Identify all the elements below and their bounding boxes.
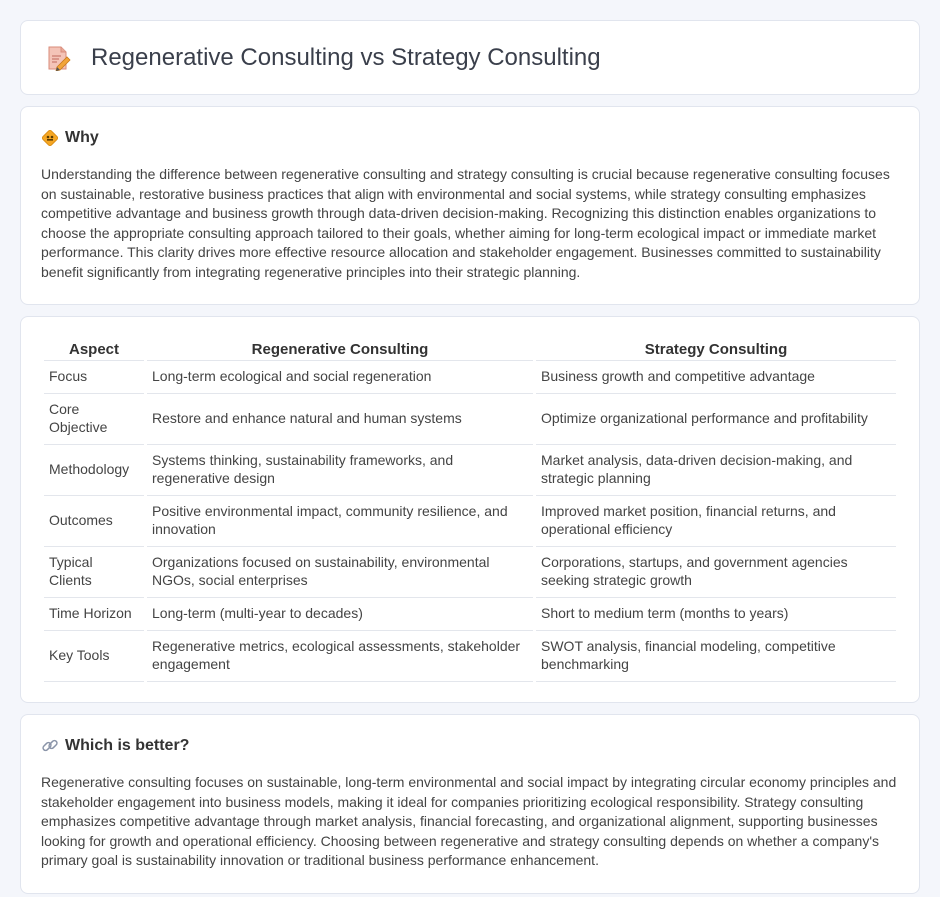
why-heading <box>41 129 899 147</box>
regenerative-cell: Organizations focused on sustainability, environmental NGOs, social enterprises <box>147 547 533 598</box>
comparison-table <box>41 337 899 682</box>
why-body: Understanding the difference between regenerative consulting and strategy consulting is crucial because regenerative consulting focuses on sustainable, restorative business practices that align with environmental and social systems, while strategy consulting emphasizes competitive advantage and business growth through data-driven decision-making. Recognizing this distinction enables organizations to choose the appropriate consulting approach tailored to their goals, whether aiming for long-term ecological impact or immediate market performance. This clarity drives more effective resource allocation and stakeholder engagement. Businesses committed to sustainability benefit significantly from integrating regenerative principles into their strategic planning. <box>41 166 890 280</box>
regenerative-cell: Regenerative metrics, ecological assessments, stakeholder engagement <box>147 631 533 682</box>
table-row <box>44 394 896 445</box>
page-title: Regenerative Consulting vs Strategy Consulting <box>91 43 601 71</box>
aspect-cell: Methodology <box>44 445 144 496</box>
table-row <box>44 361 896 394</box>
aspect-cell: Time Horizon <box>44 598 144 631</box>
aspect-cell: Core Objective <box>44 394 144 445</box>
regenerative-cell: Positive environmental impact, community resilience, and innovation <box>147 496 533 547</box>
table-row <box>44 547 896 598</box>
table-header-row <box>44 337 896 361</box>
which-better-title: Which is better? <box>65 737 190 754</box>
strategy-cell: Corporations, startups, and government agencies seeking strategic growth <box>536 547 896 598</box>
which-better-body: Regenerative consulting focuses on sustainable, long-term environmental and social impact by integrating circular economy principles and stakeholder engagement into business models, making it ideal for companies prioritizing ecological responsibility. Strategy consulting emphasizes competitive advantage through market analysis, financial forecasting, and organizational alignment, supporting businesses looking for growth and operational efficiency. Choosing between regenerative and strategy consulting depends on whether a company's primary goal is sustainability innovation or traditional business performance enhancement. <box>41 774 897 868</box>
table-row <box>44 631 896 682</box>
strategy-cell: Market analysis, data-driven decision-making, and strategic planning <box>536 445 896 496</box>
header-card <box>20 20 920 95</box>
which-better-heading <box>41 737 899 755</box>
aspect-cell: Focus <box>44 361 144 394</box>
column-header: Strategy Consulting <box>536 337 896 361</box>
strategy-cell: Short to medium term (months to years) <box>536 598 896 631</box>
regenerative-cell: Long-term (multi-year to decades) <box>147 598 533 631</box>
regenerative-cell: Long-term ecological and social regeneration <box>147 361 533 394</box>
aspect-cell: Outcomes <box>44 496 144 547</box>
diamond-sign-icon <box>41 129 59 147</box>
why-title: Why <box>65 129 99 146</box>
strategy-cell: SWOT analysis, financial modeling, competitive benchmarking <box>536 631 896 682</box>
table-row <box>44 598 896 631</box>
column-header: Regenerative Consulting <box>147 337 533 361</box>
strategy-cell: Business growth and competitive advantage <box>536 361 896 394</box>
comparison-table-card <box>20 316 920 703</box>
link-icon <box>41 737 59 755</box>
aspect-cell: Typical Clients <box>44 547 144 598</box>
which-better-section <box>20 714 920 894</box>
strategy-cell: Improved market position, financial returns, and operational efficiency <box>536 496 896 547</box>
document-pencil-icon <box>45 45 71 71</box>
table-row <box>44 496 896 547</box>
why-section <box>20 106 920 305</box>
regenerative-cell: Systems thinking, sustainability frameworks, and regenerative design <box>147 445 533 496</box>
aspect-cell: Key Tools <box>44 631 144 682</box>
table-row <box>44 445 896 496</box>
column-header: Aspect <box>44 337 144 361</box>
strategy-cell: Optimize organizational performance and profitability <box>536 394 896 445</box>
regenerative-cell: Restore and enhance natural and human systems <box>147 394 533 445</box>
